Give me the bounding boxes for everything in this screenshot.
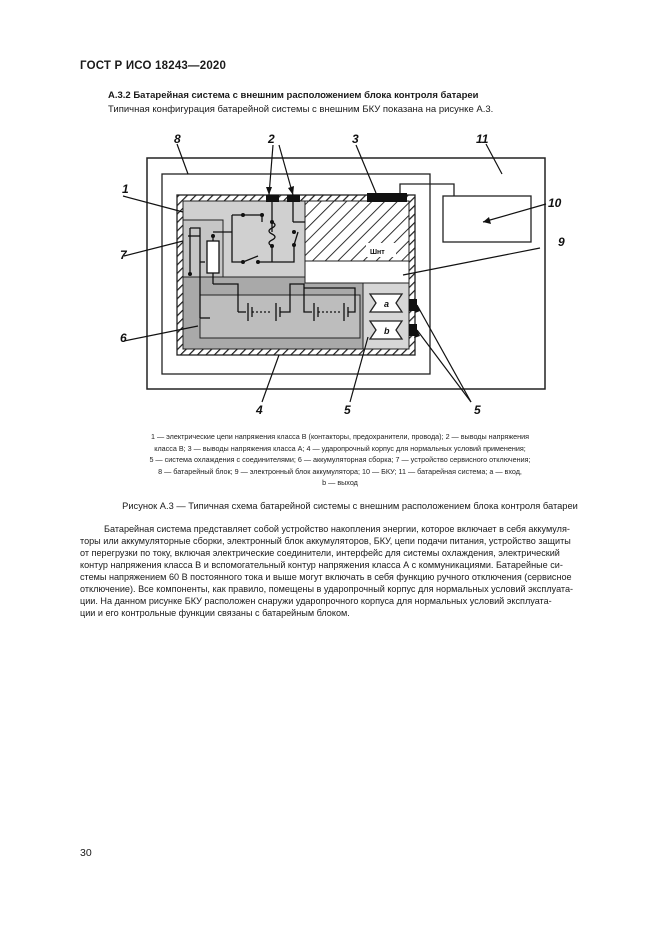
- label-5-right: 5: [474, 403, 481, 417]
- section-title: А.3.2 Батарейная система с внешним расположением блока контроля батареи: [108, 90, 479, 101]
- label-10: 10: [548, 196, 562, 210]
- battery-system-diagram: [110, 128, 565, 428]
- label-6: 6: [120, 331, 127, 345]
- body-line: Батарейная система представляет собой устройство накопления энергии, которое включает в себя аккумуля-: [104, 524, 570, 534]
- body-line: ции и его контрольные функции связаны с батарейным блоком.: [80, 608, 350, 618]
- page-number: 30: [80, 847, 92, 859]
- body-line: стемы напряжением 60 В постоянного тока и выше могут включать в себя функцию ручного отключения (сервисное: [80, 572, 572, 582]
- figure-caption: Рисунок А.3 — Типичная схема батарейной системы с внешним расположением блока контроля батареи: [122, 501, 578, 511]
- label-8: 8: [174, 132, 181, 146]
- section-intro: Типичная конфигурация батарейной системы с внешним БКУ показана на рисунке А.3.: [108, 104, 494, 115]
- body-line: от перегрузки по току, включая электрические соединители, интерфейс для системы охлаждения, электрический: [80, 548, 560, 558]
- legend-line: класса В; 3 — выводы напряжения класса А; 4 — ударопрочный корпус для нормальных условий применения;: [154, 443, 526, 453]
- shunt-label: Шнт: [370, 249, 385, 256]
- port-a-label: a: [384, 299, 390, 309]
- body-line: контур напряжения класса В и вспомогательный контур напряжения класса А с коммуникациями. Батарейные си-: [80, 560, 563, 570]
- legend-line: b — выход: [322, 478, 358, 488]
- legend-line: 8 — батарейный блок; 9 — электронный блок аккумулятора; 10 — БКУ; 11 — батарейная система; a — вход,: [158, 466, 522, 476]
- label-2: 2: [268, 132, 275, 146]
- label-9: 9: [558, 235, 565, 249]
- label-11: 11: [476, 132, 489, 146]
- legend-line: 1 — электрические цепи напряжения класса В (контакторы, предохранители, провода); 2 — выводы напряжения: [150, 432, 530, 441]
- label-1: 1: [122, 182, 129, 196]
- label-4: 4: [256, 403, 263, 417]
- class-a-terminal: [367, 193, 407, 202]
- cooling-connector-top: [409, 299, 417, 311]
- battery-electronic-unit: [305, 261, 409, 283]
- class-b-terminal-right: [287, 195, 300, 202]
- body-paragraph: [80, 523, 620, 619]
- legend-line: 5 — система охлаждения с соединителями; 6 — аккумуляторная сборка; 7 — устройство сервисного отключения;: [149, 455, 531, 465]
- figure-legend: [100, 431, 580, 489]
- port-b-label: b: [384, 326, 390, 336]
- document-header: ГОСТ Р ИСО 18243—2020: [80, 60, 227, 72]
- label-5-left: 5: [344, 403, 351, 417]
- label-7: 7: [120, 248, 127, 262]
- label-3: 3: [352, 132, 359, 146]
- class-b-terminal-left: [266, 195, 279, 202]
- body-line: отключение). Все компоненты, как правило, помещены в ударопрочный корпус для нормальных условий эксплуата-: [80, 584, 574, 594]
- body-line: торы или аккумуляторные сборки, электронный блок аккумуляторов, БКУ, цепи подачи питания, устройство защиты: [80, 536, 571, 546]
- body-line: ции. На данном рисунке БКУ расположен снаружи ударопрочного корпуса для нормальных условий эксплуата-: [80, 596, 552, 606]
